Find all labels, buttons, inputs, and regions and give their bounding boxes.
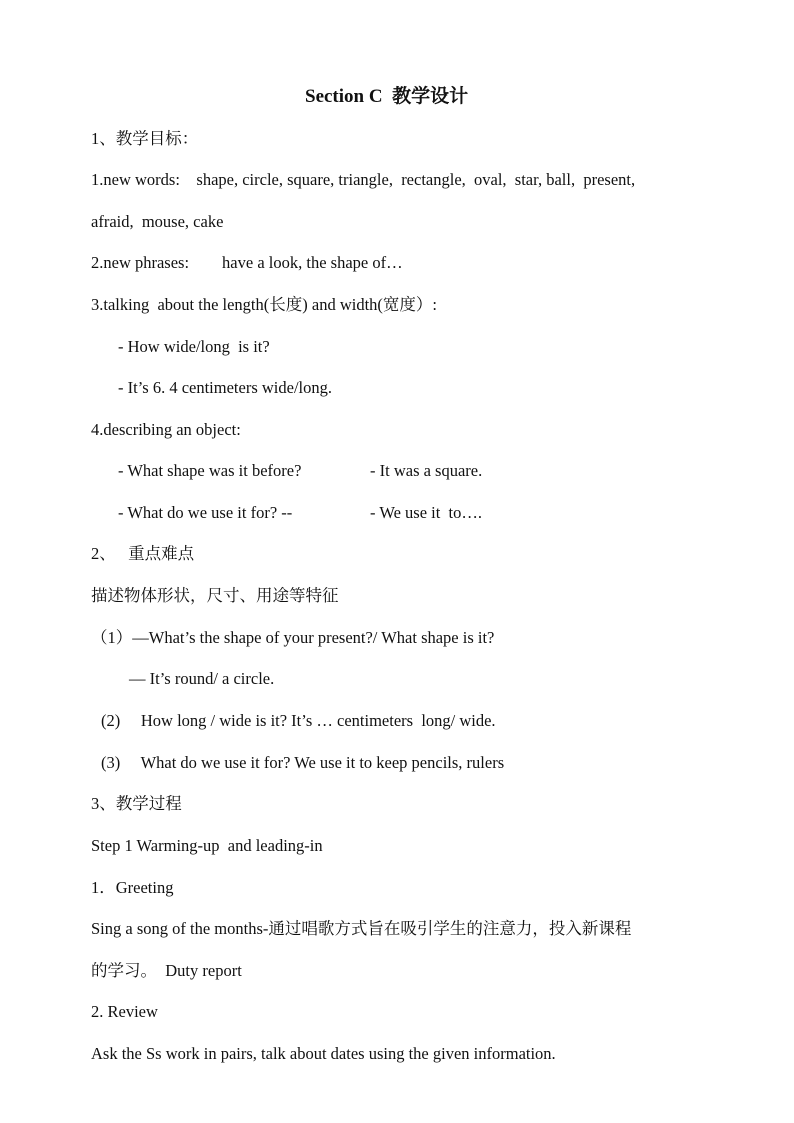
page-title: Section C 教学设计 <box>305 86 469 107</box>
section-heading-key-points: 2、 重点难点 <box>91 544 195 563</box>
text-line: 1．Greeting <box>91 878 174 897</box>
text-line: (3) What do we use it for? We use it to keep pencils, rulers <box>101 753 505 772</box>
text-line: (2) How long / wide is it? It’s … centimeters long/ wide. <box>101 711 496 730</box>
question-text: - What shape was it before? <box>118 461 302 480</box>
section-heading-objectives: 1、教学目标： <box>91 129 199 148</box>
text-line: 1.new words: shape, circle, square, triangle, rectangle, oval, star, ball, present, <box>91 170 636 189</box>
text-line: Sing a song of the months-通过唱歌方式旨在吸引学生的注意力，投入新课程 <box>91 919 632 938</box>
text-line: 4.describing an object: <box>91 420 241 439</box>
text-line: 2. Review <box>91 1002 158 1021</box>
section-heading-process: 3、教学过程 <box>91 794 182 813</box>
text-line: Step 1 Warming-up and leading-in <box>91 836 323 855</box>
answer-text: - We use it to…. <box>370 503 483 522</box>
text-line: 的学习。 Duty report <box>91 961 242 980</box>
text-line: 描述物体形状，尺寸、用途等特征 <box>91 586 339 605</box>
text-line: — It’s round/ a circle. <box>129 669 275 688</box>
answer-text: - It was a square. <box>370 461 483 480</box>
text-line: （1）—What’s the shape of your present?/ What shape is it? <box>91 628 495 647</box>
text-line: 3.talking about the length(长度) and width(宽度）: <box>91 295 437 314</box>
text-line: 2.new phrases: have a look, the shape of… <box>91 253 403 272</box>
text-line: Ask the Ss work in pairs, talk about dates using the given information. <box>91 1044 556 1063</box>
question-text: - What do we use it for? -- <box>118 503 293 522</box>
text-line: - How wide/long is it? <box>118 337 270 356</box>
text-line: afraid, mouse, cake <box>91 212 224 231</box>
text-line: - It’s 6. 4 centimeters wide/long. <box>118 378 332 397</box>
